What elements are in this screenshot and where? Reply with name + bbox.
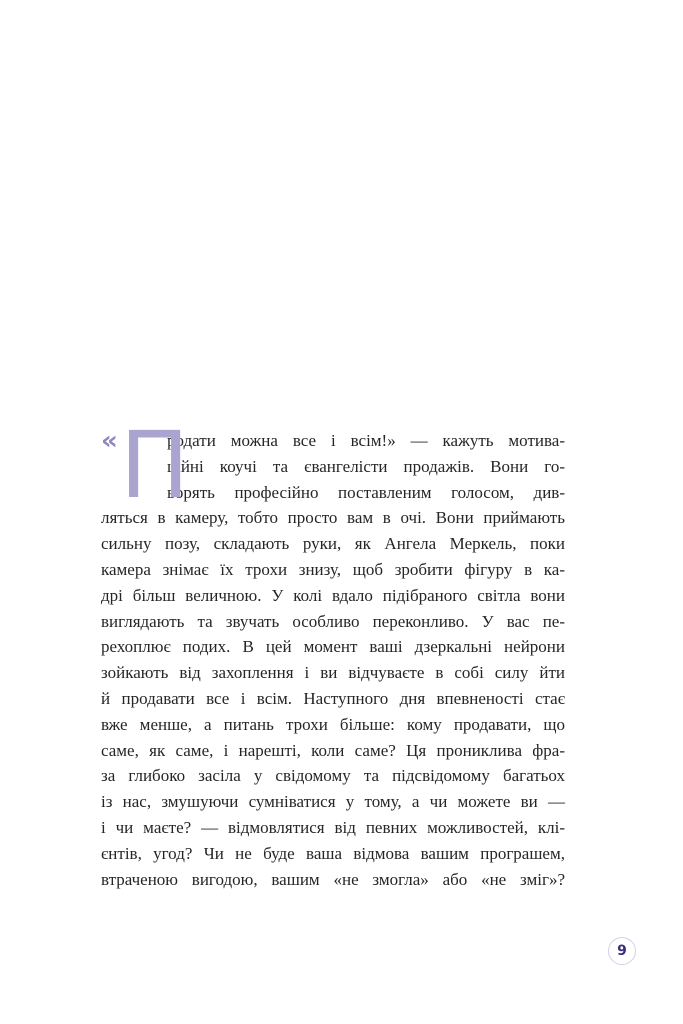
body-paragraph bbox=[101, 428, 565, 892]
text-line-7: дрі більш величною. У колі вдало підібраного світла вони bbox=[101, 585, 565, 605]
text-line-18: втраченою вигодою, вашим «не змогла» або «не зміг»? bbox=[101, 869, 565, 889]
text-line-11: й продавати все і всім. Наступного дня впевненості стає bbox=[101, 688, 565, 708]
text-line-6: камера знімає їх трохи знизу, щоб зробити фігуру в ка- bbox=[101, 559, 565, 579]
text-line-3: ворять професійно поставленим голосом, див- bbox=[167, 482, 565, 502]
opening-quote-mark: « bbox=[101, 426, 118, 456]
text-line-9: рехоплює подих. В цей момент ваші дзеркальні нейрони bbox=[101, 637, 565, 657]
text-line-14: за глибоко засіла у свідомому та підсвідомому багатьох bbox=[101, 766, 565, 786]
text-line-17: єнтів, угод? Чи не буде ваша відмова вашим програшем, bbox=[101, 843, 565, 863]
text-line-8: виглядають та звучать особливо переконливо. У вас пе- bbox=[101, 611, 565, 631]
text-line-16: і чи маєте? — відмовлятися від певних можливостей, клі- bbox=[101, 817, 565, 837]
text-line-5: сильну позу, складають руки, як Ангела Меркель, поки bbox=[101, 534, 565, 554]
text-line-10: зойкають від захоплення і ви відчуваєте в собі силу йти bbox=[101, 663, 565, 683]
text-line-4: ляться в камеру, тобто просто вам в очі. Вони приймають bbox=[101, 508, 565, 528]
page-number: 9 bbox=[608, 937, 636, 965]
text-line-1: родати можна все і всім!» — кажуть мотива- bbox=[167, 431, 565, 450]
text-line-15: із нас, змушуючи сумніватися у тому, а чи можете ви — bbox=[101, 792, 565, 812]
drop-cap bbox=[101, 426, 190, 504]
text-line-13: саме, як саме, і нарешті, коли саме? Ця прониклива фра- bbox=[101, 740, 565, 760]
drop-cap-letter: П bbox=[120, 428, 190, 504]
text-line-2: ційні коучі та євангелісти продажів. Вони го- bbox=[167, 456, 565, 476]
text-line-12: вже менше, а питань трохи більше: кому продавати, що bbox=[101, 714, 565, 734]
